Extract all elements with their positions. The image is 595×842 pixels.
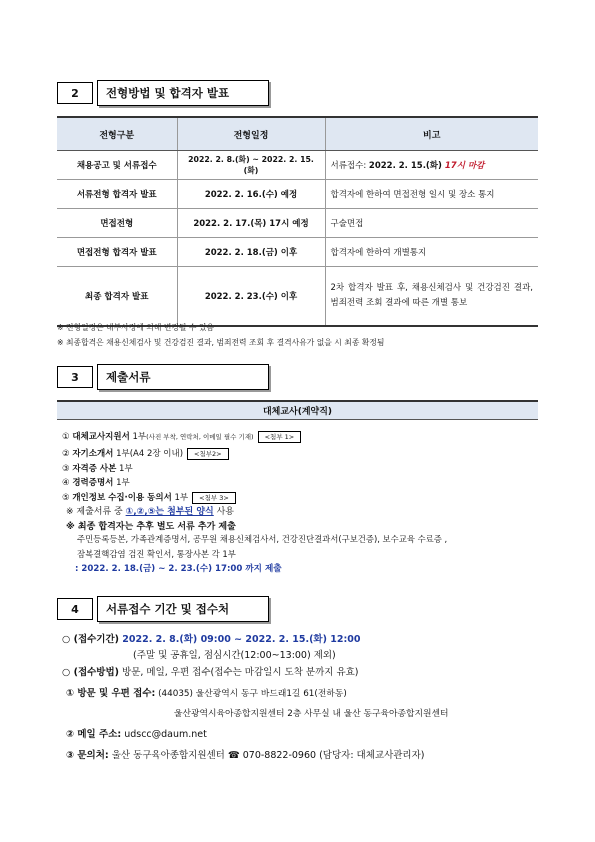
item-detail: (사진 부착, 연락처, 이메일 필수 기재) [146, 433, 254, 441]
schedule-note-1: ※ 전형일정은 내부사정에 의해 변경될 수 있음 [57, 323, 214, 332]
visit-address-line-2: 울산광역시육아종합지원센터 2층 사무실 내 울산 동구육아종합지원센터 [174, 709, 449, 719]
section-number-2: 2 [57, 82, 93, 104]
mail-value: udscc@daum.net [121, 729, 207, 740]
stage-cell: 최종 합격자 발표 [57, 267, 177, 327]
form-note-prefix: ※ 제출서류 중 [66, 507, 126, 517]
form-note [66, 504, 234, 517]
form-note-link: ①,②,⑤는 첨부된 양식 [125, 507, 214, 517]
item-number: ② [62, 449, 70, 459]
document-item [62, 430, 301, 443]
stage-cell: 채용공고 및 서류접수 [57, 151, 177, 180]
note-prefix: 서류접수: [330, 161, 369, 171]
visit-address [66, 685, 347, 699]
mail-label: ② 메일 주소: [66, 729, 122, 740]
note-cell: 2차 합격자 발표 후, 채용신체검사 및 건강검진 결과, 범죄전력 조회 결과에 따른 개별 통보 [325, 267, 538, 327]
note-cell: 합격자에 한하여 면접전형 일시 및 장소 통지 [325, 180, 538, 209]
mail-address [66, 726, 207, 740]
section-title-submission: 서류접수 기간 및 접수처 [97, 596, 269, 622]
item-name: 경력증명서 [72, 478, 114, 488]
item-count: 1부 [171, 493, 189, 503]
item-number: ⑤ [62, 493, 70, 503]
period-label: ○ (접수기간) [62, 634, 123, 645]
document-item [62, 491, 236, 504]
header-stage: 전형구분 [57, 117, 177, 151]
section-title-schedule: 전형방법 및 합격자 발표 [97, 80, 269, 106]
contact-value: 울산 동구육아종합지원센터 ☎ 070-8822-0960 (담당자: 대체교사관리자) [108, 750, 425, 761]
attachment-tag: <첨부 1> [258, 431, 302, 443]
note-cell [325, 151, 538, 180]
table-row [57, 267, 538, 327]
note-cell: 구술면접 [325, 209, 538, 238]
table-header-row [57, 117, 538, 151]
item-name: 자격증 사본 [72, 464, 117, 474]
item-detail: (A4 2장 이내) [129, 449, 184, 459]
section-title-documents: 제출서류 [97, 364, 269, 390]
item-name: 대체교사지원서 [72, 432, 130, 442]
method-label: ○ (접수방법) [62, 667, 119, 678]
header-date: 전형일정 [177, 117, 325, 151]
item-count: 1부 [116, 464, 133, 474]
attachment-tag: <첨부 3> [192, 492, 236, 504]
final-docs-deadline: : 2022. 2. 18.(금) ~ 2. 23.(수) 17:00 까지 제출 [75, 564, 282, 574]
item-count: 1부 [129, 432, 147, 442]
contact-label: ③ 문의처: [66, 750, 109, 761]
method-value: 방문, 메일, 우편 접수(접수는 마감일시 도착 분까지 유효) [119, 667, 359, 678]
stage-cell: 서류전형 합격자 발표 [57, 180, 177, 209]
item-number: ③ [62, 464, 70, 474]
date-cell: 2022. 2. 8.(화) ~ 2022. 2. 15.(화) [177, 151, 325, 180]
submission-method [62, 664, 359, 678]
form-note-suffix: 사용 [213, 507, 234, 517]
date-cell: 2022. 2. 16.(수) 예정 [177, 180, 325, 209]
final-docs-line-1: 주민등록등본, 가족관계증명서, 공무원 채용신체검사서, 건강진단결과서(구보건증), 보수교육 수료증 , [77, 534, 448, 544]
visit-value: (44035) 울산광역시 동구 바드래1길 61(전하동) [155, 689, 347, 699]
final-docs-title: ※ 최종 합격자는 추후 별도 서류 추가 제출 [66, 522, 236, 532]
note-cell: 합격자에 한하여 개별통지 [325, 238, 538, 267]
schedule-table [57, 116, 538, 327]
contact-info [66, 747, 425, 761]
table-row [57, 238, 538, 267]
position-banner: 대체교사(계약직) [57, 400, 538, 420]
document-item [62, 476, 130, 488]
document-item [62, 447, 229, 460]
item-count: 1부 [113, 449, 130, 459]
table-row [57, 180, 538, 209]
note-deadline-time: 17시 마감 [444, 161, 485, 171]
stage-cell: 면접전형 합격자 발표 [57, 238, 177, 267]
item-count: 1부 [113, 478, 130, 488]
table-row [57, 151, 538, 180]
date-cell: 2022. 2. 17.(목) 17시 예정 [177, 209, 325, 238]
period-value: 2022. 2. 8.(화) 09:00 ~ 2022. 2. 15.(화) 12:00 [122, 634, 361, 645]
submission-period [62, 631, 361, 645]
item-name: 개인정보 수집·이용 동의서 [72, 493, 172, 503]
visit-label: ① 방문 및 우편 접수: [66, 688, 156, 699]
note-deadline-date: 2022. 2. 15.(화) [368, 161, 445, 171]
item-name: 자기소개서 [72, 449, 114, 459]
date-cell: 2022. 2. 23.(수) 이후 [177, 267, 325, 327]
section-number-4: 4 [57, 598, 93, 620]
section-number-3: 3 [57, 366, 93, 388]
final-docs-line-2: 잠복결핵감염 검진 확인서, 통장사본 각 1부 [77, 549, 236, 559]
date-cell: 2022. 2. 18.(금) 이후 [177, 238, 325, 267]
table-row [57, 209, 538, 238]
period-exclusion: (주말 및 공휴일, 점심시간(12:00~13:00) 제외) [133, 650, 336, 661]
header-note: 비고 [325, 117, 538, 151]
attachment-tag: <첨부2> [187, 448, 229, 460]
stage-cell: 면접전형 [57, 209, 177, 238]
document-item [62, 462, 133, 474]
item-number: ① [62, 432, 70, 442]
item-number: ④ [62, 478, 70, 488]
schedule-note-2: ※ 최종합격은 채용신체검사 및 건강검진 결과, 범죄전력 조회 후 결격사유가 없을 시 최종 확정됨 [57, 338, 385, 347]
